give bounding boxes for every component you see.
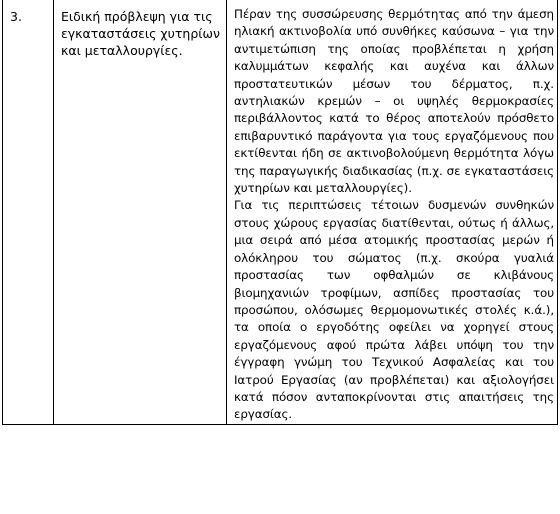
description-paragraph-1: Πέραν της συσσώρευσης θερμότητας από την άμεση ηλιακή ακτινοβολία υπό συνθήκες καύσωνα – για την αντιμετώπιση της οποίας προβλέπεται η χρήση καλυμμάτων κεφαλής και αυχένα και άλλων προστατευτικών μέσων του δέρματος, π.χ. αντηλιακών κρεμών – οι υψηλές θερμοκρασίες περιβάλλοντος κατά το θέρος αποτελούν πρόσθετο επιβαρυντικό παράγοντα για τους εργαζόμενους που εκτίθενται ήδη σε ακτινοβολούμενη θερμότητα λόγω της παραγωγικής διαδικασίας (π.χ. σε εγκαταστάσεις χυτηρίων και μεταλλουργίες). xyxy=(234,7,554,196)
row-title: Ειδική πρόβλεψη για τις εγκαταστάσεις χυτηρίων και μεταλλουργίες. xyxy=(61,9,220,58)
title-cell xyxy=(54,0,227,424)
requirements-table xyxy=(2,0,558,425)
row-number: 3. xyxy=(10,9,22,24)
description-cell xyxy=(227,0,558,424)
number-cell xyxy=(3,0,54,424)
table-row xyxy=(3,0,558,424)
description-paragraph-2: Για τις περιπτώσεις τέτοιων δυσμενών συνθηκών στους χώρους εργασίας διατίθενται, ούτως ή άλλως, μια σειρά από μέσα ατομικής προστασίας μερών ή ολόκληρου του σώματος (π.χ. σκούρα γυαλιά προστασίας των οφθαλμών σε κλιβάνους βιομηχανιών τροφίμων, ασπίδες προστασίας του προσώπου, ολόσωμες θερμομονωτικές στολές κ.ά.), τα οποία ο εργοδότης οφείλει να χορηγεί στους εργαζόμενους αφού πρώτα λάβει υπόψη του την έγγραφη γνώμη του Τεχνικού Ασφαλείας και του Ιατρού Εργασίας (αν προβλέπεται) και αξιολογήσει κατά πόσον ανταποκρίνονται στις απαιτήσεις της εργασίας. xyxy=(234,198,554,422)
